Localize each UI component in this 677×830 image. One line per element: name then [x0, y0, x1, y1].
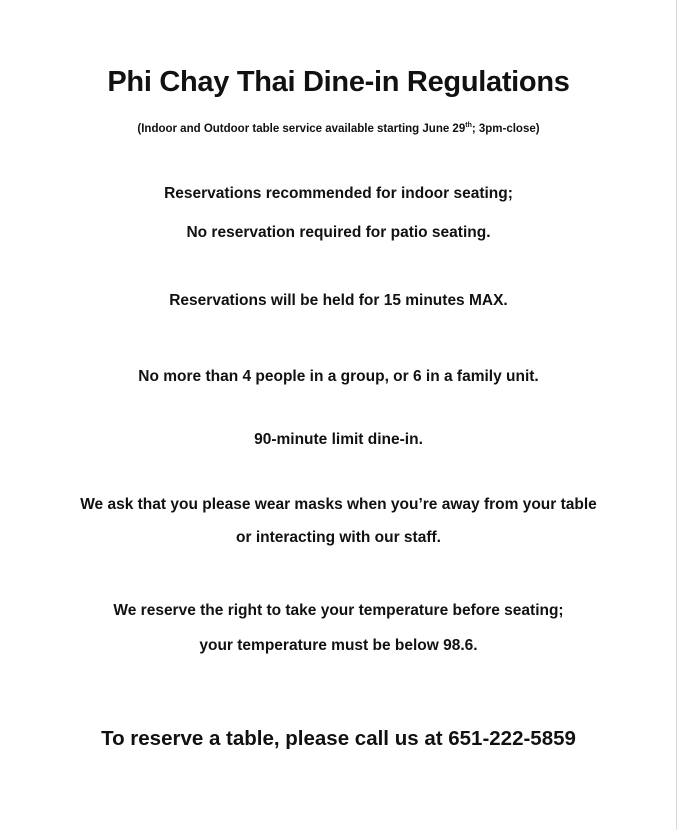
rule-temperature-line-1: We reserve the right to take your temperature before seating;	[113, 602, 564, 619]
reservation-phone-footer: To reserve a table, please call us at 651-222-5859	[101, 727, 576, 750]
rule-masks-line-1: We ask that you please wear masks when you’re away from your table	[80, 496, 597, 513]
service-hours-text: ; 3pm-close)	[471, 123, 540, 135]
date-ordinal-suffix: th	[465, 122, 472, 130]
page-title: Phi Chay Thai Dine-in Regulations	[107, 66, 570, 98]
rule-temperature-line-2: your temperature must be below 98.6.	[199, 637, 478, 654]
rule-indoor-reservations: Reservations recommended for indoor seating;	[164, 185, 513, 202]
rule-reservation-hold: Reservations will be held for 15 minutes MAX.	[169, 292, 508, 309]
rule-group-size: No more than 4 people in a group, or 6 in a family unit.	[138, 368, 539, 385]
rule-time-limit: 90-minute limit dine-in.	[254, 431, 423, 448]
service-availability-note	[0, 123, 677, 135]
service-note-text: (Indoor and Outdoor table service available starting June 29	[137, 123, 466, 135]
rule-patio-seating: No reservation required for patio seating.	[186, 224, 491, 241]
rule-masks-line-2: or interacting with our staff.	[236, 529, 441, 546]
